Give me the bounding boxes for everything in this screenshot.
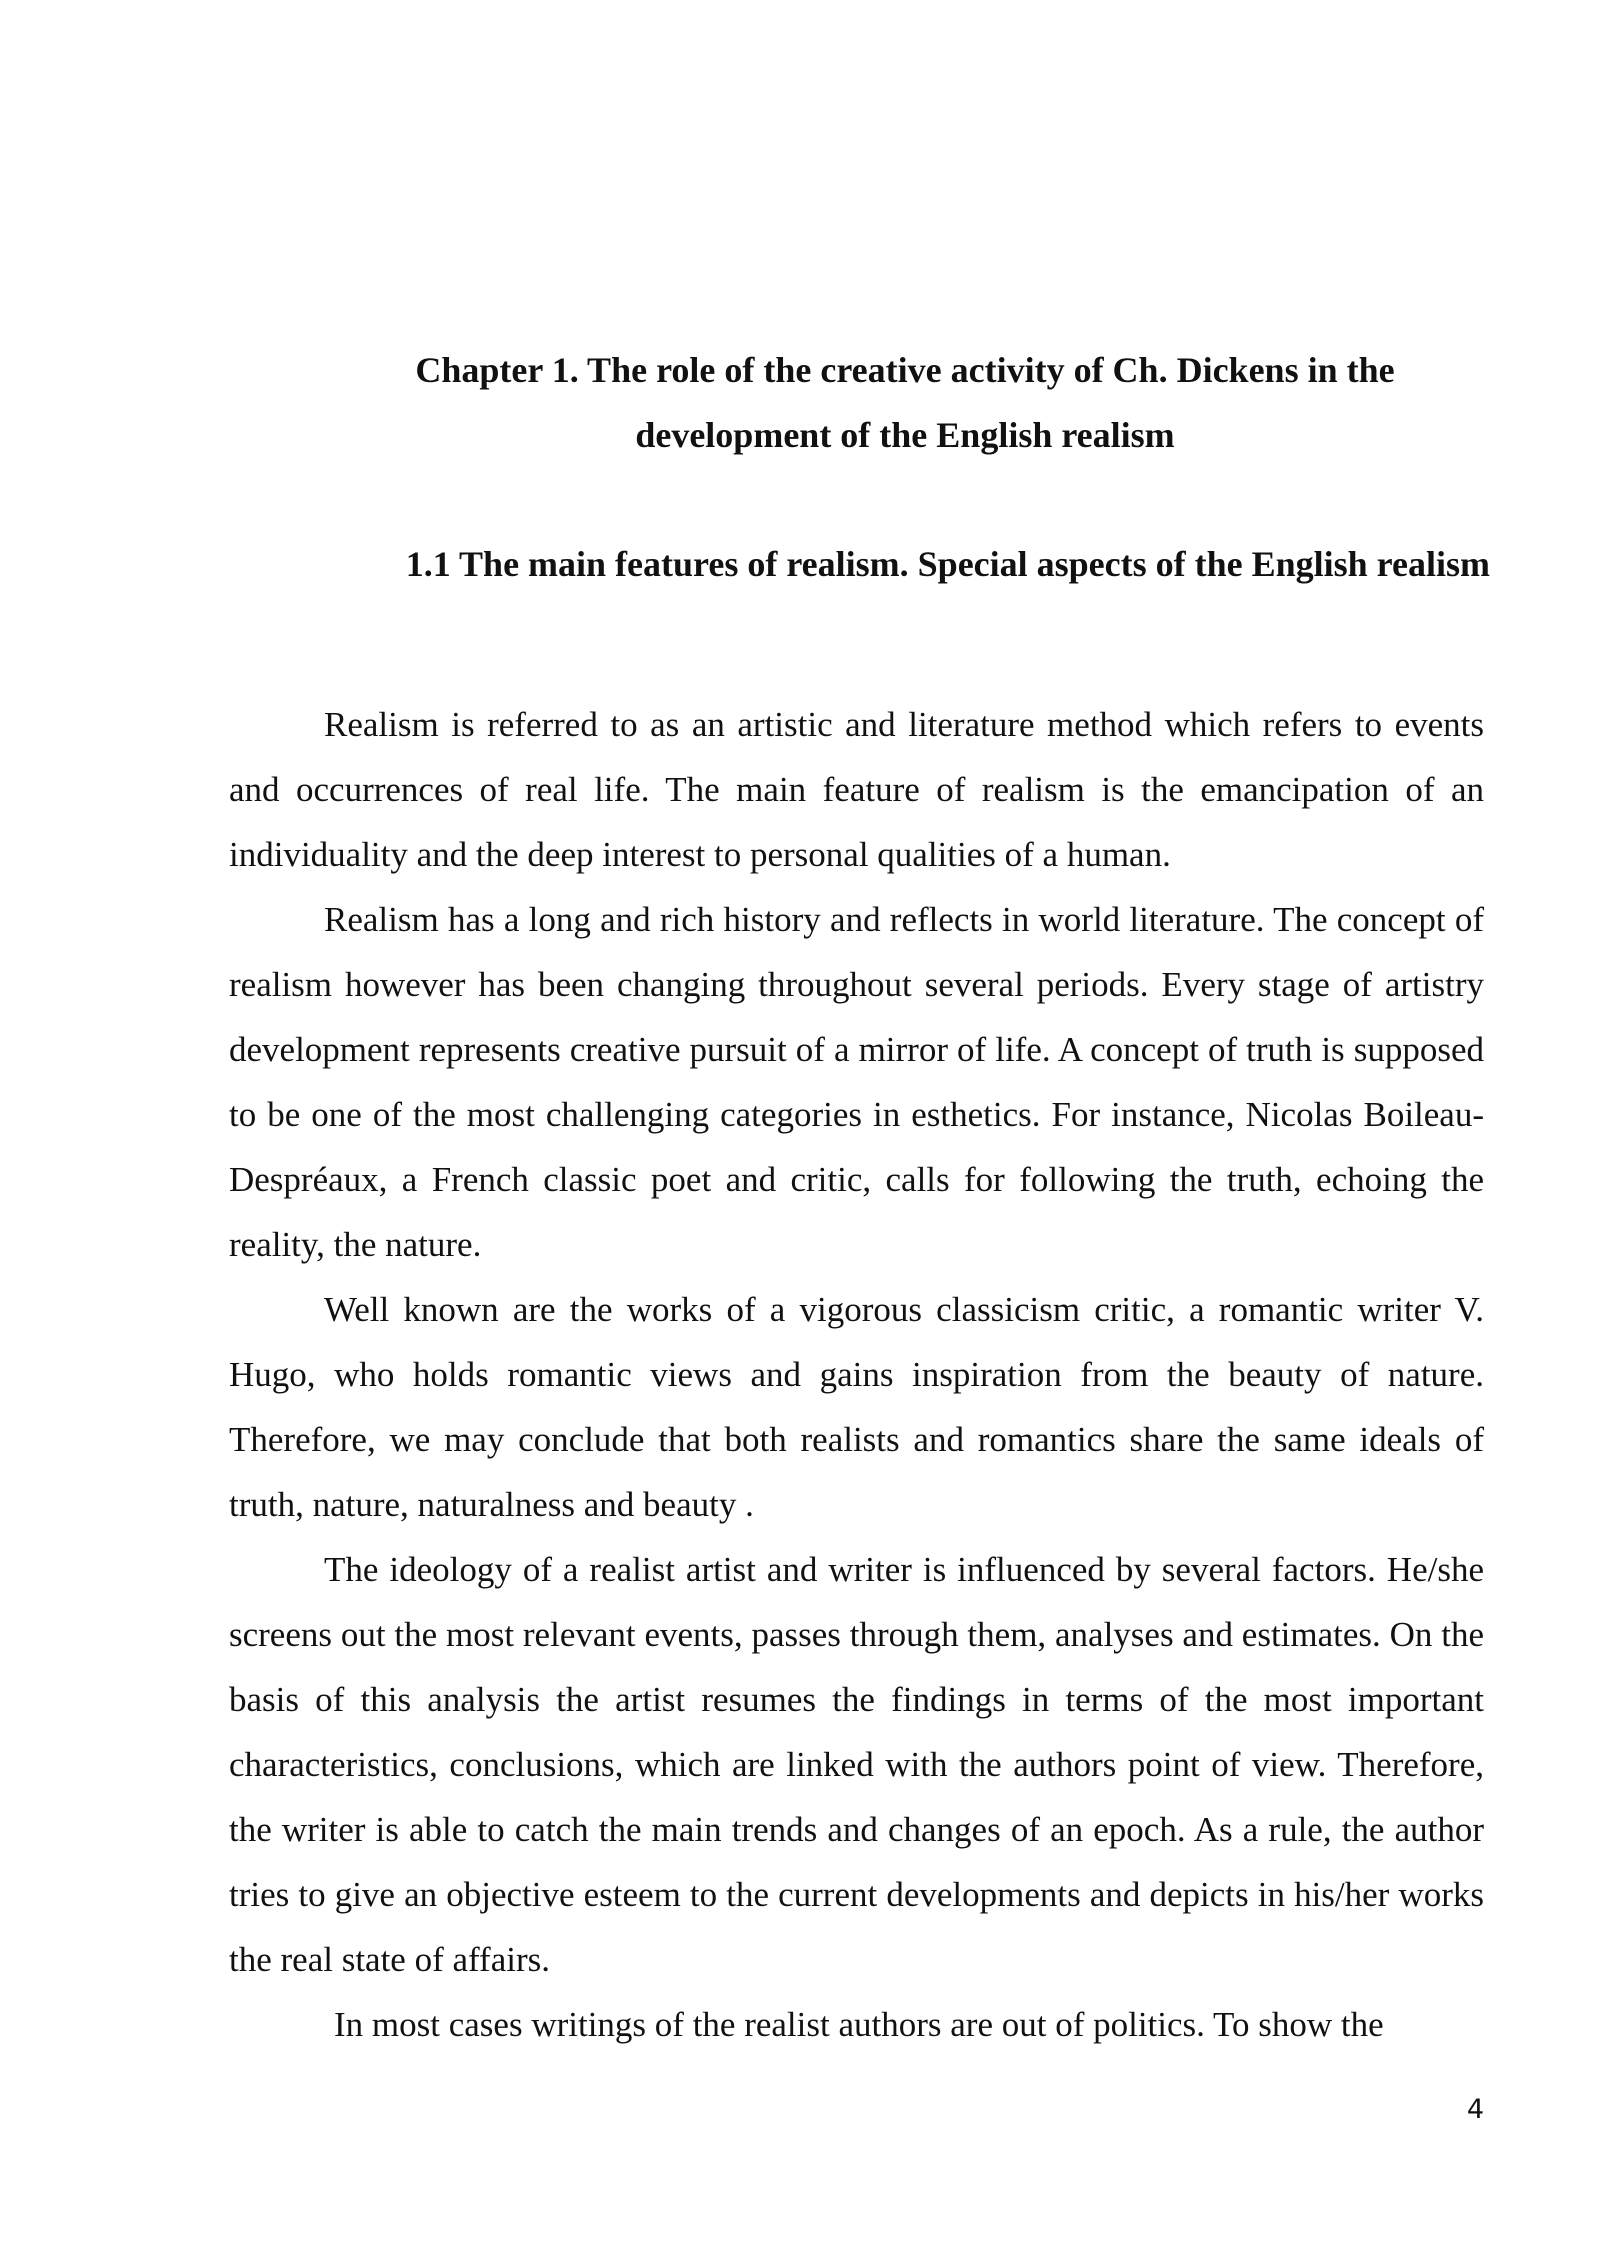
chapter-title (300, 338, 1510, 468)
paragraph: Well known are the works of a vigorous classicism critic, a romantic writer V. Hugo, who holds romantic views and gains inspiration from the beauty of nature. Therefore, we may conclude that both realists and romantics share the same ideals of truth, nature, naturalness and beauty . (229, 1290, 1484, 1524)
paragraph: Realism is referred to as an artistic and literature method which refers to events and occurrences of real life. The main feature of realism is the emancipation of an individuality and the deep interest to personal qualities of a human. (229, 705, 1484, 874)
paragraph: In most cases writings of the realist authors are out of politics. To show the (334, 2005, 1384, 2044)
section-title: 1.1 The main features of realism. Special aspects of the English realism (405, 544, 1490, 584)
paragraph: The ideology of a realist artist and writer is influenced by several factors. He/she screens out the most relevant events, passes through them, analyses and estimates. On the basis of this analysis the artist resumes the findings in terms of the most important characteristics, conclusions, which are linked with the authors point of view. Therefore, the writer is able to catch the main trends and changes of an epoch. As a rule, the author tries to give an objective esteem to the current developments and depicts in his/her works the real state of affairs. (229, 1550, 1484, 1979)
paragraph: Realism has a long and rich history and reflects in world literature. The concept of realism however has been changing throughout several periods. Every stage of artistry development represents creative pursuit of a mirror of life. A concept of truth is supposed to be one of the most challenging categories in esthetics. For instance, Nicolas Boileau-Despréaux, a French classic poet and critic, calls for following the truth, echoing the reality, the nature. (229, 900, 1484, 1264)
chapter-title-line-2: development of the English realism (635, 415, 1175, 455)
body-text (229, 692, 1484, 2057)
chapter-title-line-1: Chapter 1. The role of the creative activity of Ch. Dickens in the (415, 350, 1395, 390)
page-number: 4 (1466, 2094, 1484, 2125)
